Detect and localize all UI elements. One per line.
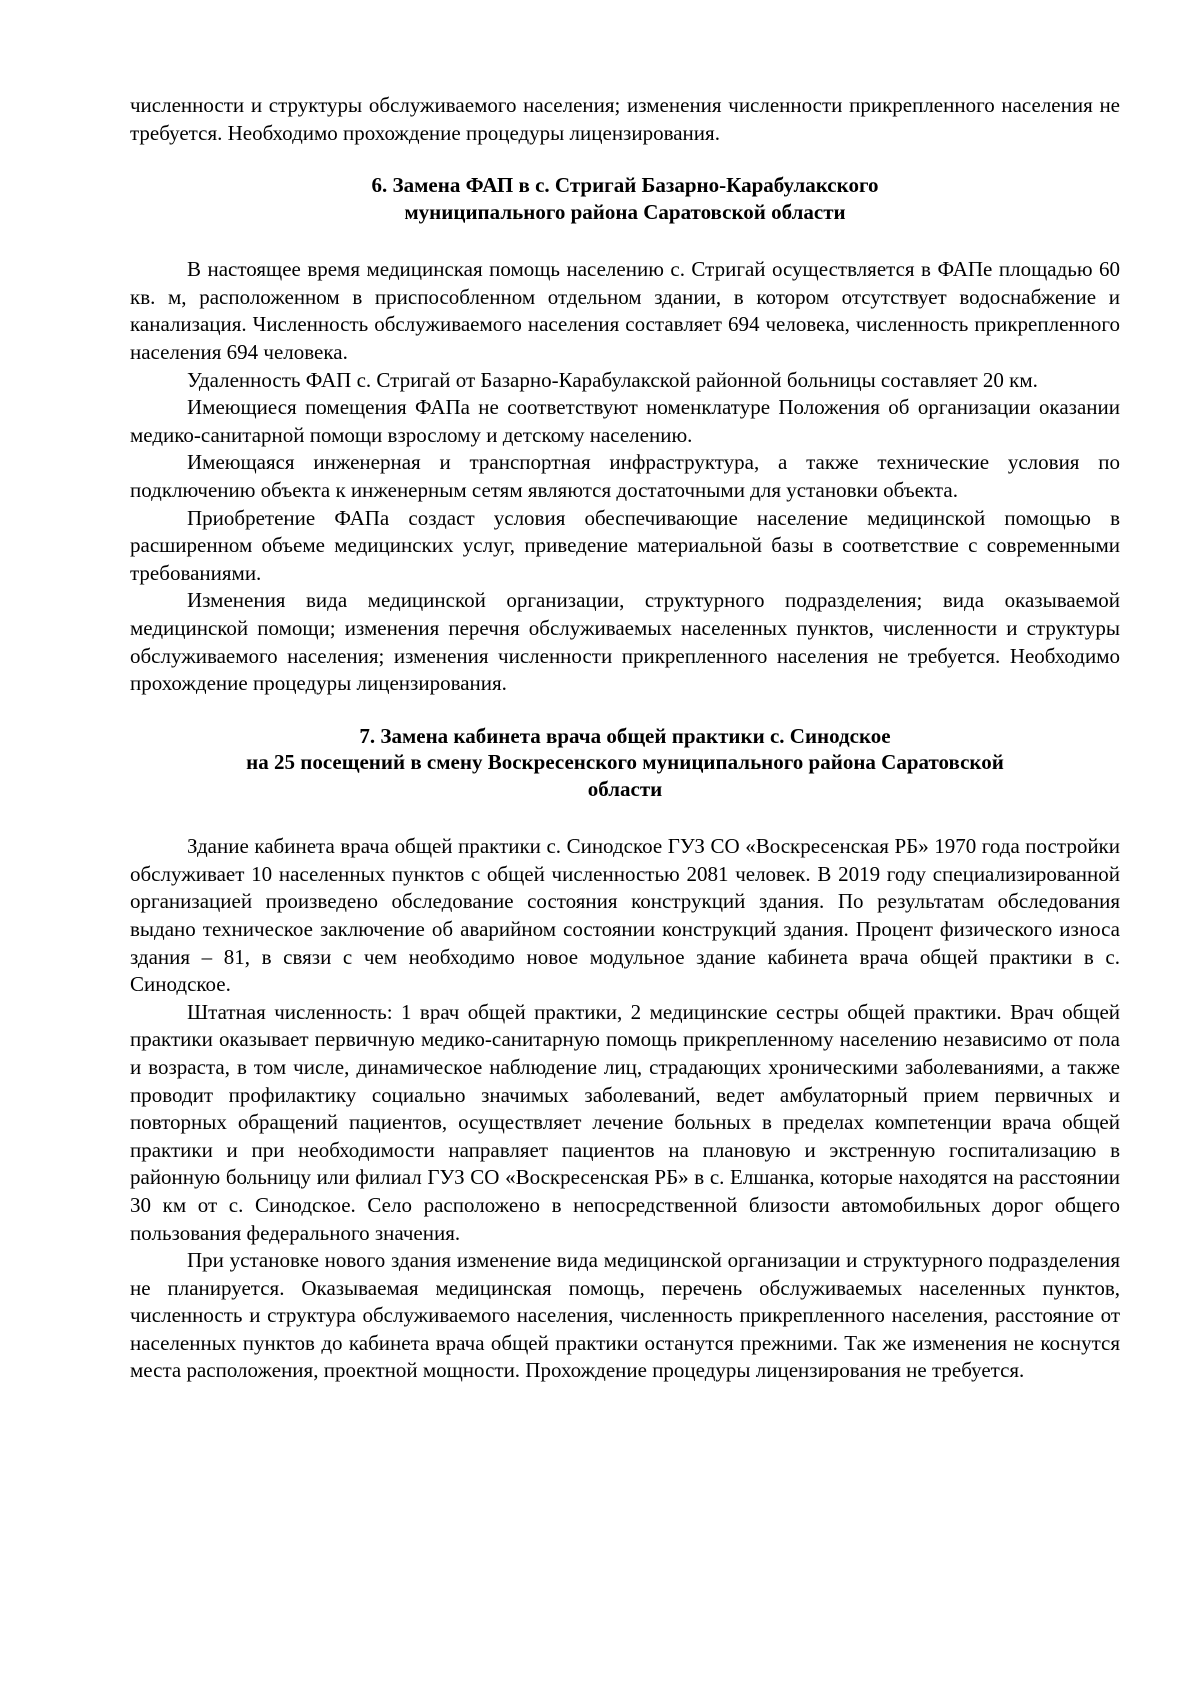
section-7-body	[130, 833, 1120, 1385]
section-7-heading-line-1: 7. Замена кабинета врача общей практики с. Синодское	[359, 723, 891, 748]
intro-continuation-paragraph: численности и структуры обслуживаемого населения; изменения численности прикрепленного населения не требуется. Необходимо прохождение процедуры лицензирования.	[130, 93, 1120, 145]
section-6-paragraph-6: Изменения вида медицинской организации, структурного подразделения; вида оказываемой медицинской помощи; изменения перечня обслуживаемых населенных пунктов, численности и структуры обслуживаемого населения; изменения численности прикрепленного населения не требуется. Необходимо прохождение процедуры лицензирования.	[130, 588, 1120, 696]
spacer	[130, 225, 1120, 256]
spacer	[130, 147, 1120, 172]
section-6-body	[130, 256, 1120, 698]
section-6-heading-line-2: муниципального района Саратовской области	[404, 199, 846, 224]
section-7-paragraph-3: При установке нового здания изменение вида медицинской организации и структурного подразделения не планируется. Оказываемая медицинская помощь, перечень обслуживаемых населенных пунктов, численность и структура обслуживаемого населения, численность прикрепленного населения, расстояние от населенных пунктов до кабинета врача общей практики останутся прежними. Так же изменения не коснутся места расположения, проектной мощности. Прохождение процедуры лицензирования не требуется.	[130, 1248, 1120, 1383]
section-6-paragraph-1: В настоящее время медицинская помощь населению с. Стригай осуществляется в ФАПе площадью 60 кв. м, расположенном в приспособленном отдельном здании, в котором отсутствует водоснабжение и канализация. Численность обслуживаемого населения составляет 694 человека, численность прикрепленного населения 694 человека.	[130, 257, 1120, 364]
section-7-heading-line-3: области	[587, 776, 663, 801]
section-7-heading	[130, 723, 1120, 803]
spacer	[130, 698, 1120, 723]
section-7-paragraph-2: Штатная численность: 1 врач общей практики, 2 медицинские сестры общей практики. Врач общей практики оказывает первичную медико-санитарную помощь прикрепленному населению независимо от пола и возраста, в том числе, динамическое наблюдение лиц, страдающих хроническими заболеваниями, а также проводит профилактику социально значимых заболеваний, ведет амбулаторный прием первичных и повторных обращений пациентов, осуществляет лечение больных в пределах компетенции врача общей практики и при необходимости направляет пациентов на плановую и экстренную госпитализацию в районную больницу или филиал ГУЗ СО «Воскресенская РБ» в с. Елшанка, которые находятся на расстоянии 30 км от с. Синодское. Село расположено в непосредственной близости автомобильных дорог общего пользования федерального значения.	[130, 999, 1120, 1245]
section-7-heading-line-2: на 25 посещений в смену Воскресенского муниципального района Саратовской	[246, 750, 1004, 775]
document-page	[130, 92, 1120, 1385]
section-6-paragraph-5: Приобретение ФАПа создаст условия обеспечивающие население медицинской помощью в расширенном объеме медицинских услуг, приведение материальной базы в соответствие с современными требованиями.	[130, 505, 1120, 585]
section-6-heading	[130, 172, 1120, 225]
section-6-heading-line-1: 6. Замена ФАП в с. Стригай Базарно-Карабулакского	[371, 173, 879, 198]
section-6-paragraph-3: Имеющиеся помещения ФАПа не соответствуют номенклатуре Положения об организации оказании медико-санитарной помощи взрослому и детскому населению.	[130, 395, 1120, 447]
section-6-paragraph-4: Имеющаяся инженерная и транспортная инфраструктура, а также технические условия по подключению объекта к инженерным сетям являются достаточными для установки объекта.	[130, 450, 1120, 502]
section-7-paragraph-1: Здание кабинета врача общей практики с. Синодское ГУЗ СО «Воскресенская РБ» 1970 года постройки обслуживает 10 населенных пунктов с общей численностью 2081 человек. В 2019 году специализированной организацией произведено обследование состояния конструкций здания. По результатам обследования выдано техническое заключение об аварийном состоянии конструкций здания. Процент физического износа здания – 81, в связи с чем необходимо новое модульное здание кабинета врача общей практики в с. Синодское.	[130, 834, 1120, 997]
spacer	[130, 802, 1120, 833]
section-6-paragraph-2: Удаленность ФАП с. Стригай от Базарно-Карабулакской районной больницы составляет 20 км.	[187, 367, 1038, 392]
